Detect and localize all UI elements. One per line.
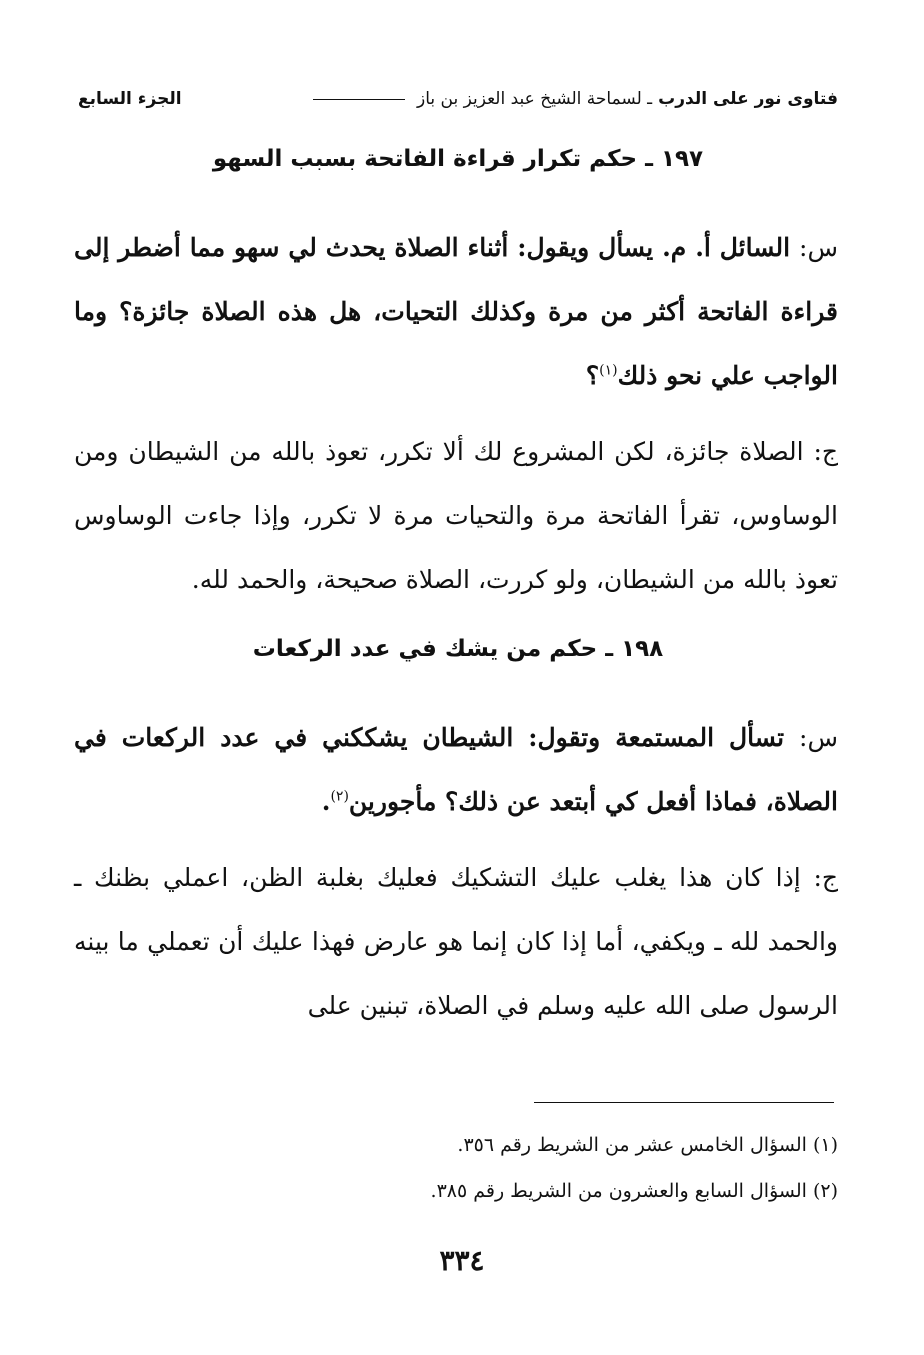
footnote-ref-2: (٢) xyxy=(330,788,349,805)
question-197 xyxy=(74,216,838,408)
answer-text: الصلاة جائزة، لكن المشروع لك ألا تكرر، تعوذ بالله من الشيطان ومن الوساوس، تقرأ الفاتحة مرة والتحيات مرة لا تكرر، وإذا جاءت الوساوس تعوذ بالله من الشيطان، ولو كررت، الصلاة صحيحة، والحمد لله. xyxy=(74,437,838,594)
header-rule xyxy=(313,99,405,100)
answer-197 xyxy=(74,420,838,612)
question-text: تسأل المستمعة وتقول: الشيطان يشككني في عدد الركعات في الصلاة، فماذا أفعل كي أبتعد عن ذلك؟ مأجورين xyxy=(74,723,838,816)
section-title-197: ١٩٧ ـ حكم تكرار قراءة الفاتحة بسبب السهو xyxy=(212,146,704,172)
answer-label: ج: xyxy=(813,437,838,466)
running-header-title xyxy=(307,89,838,109)
footnotes xyxy=(78,1122,838,1214)
part-label: الجزء السابع xyxy=(78,89,182,109)
question-text: السائل أ. م. يسأل ويقول: أثناء الصلاة يحدث لي سهو مما أضطر إلى قراءة الفاتحة أكثر من مرة وكذلك التحيات، هل هذه الصلاة جائزة؟ وما الواجب علي نحو ذلك xyxy=(74,233,839,390)
question-end: ؟ xyxy=(585,361,600,390)
question-end: . xyxy=(321,787,331,816)
answer-198 xyxy=(74,846,838,1038)
answer-text: إذا كان هذا يغلب عليك التشكيك فعليك بغلبة الظن، اعملي بظنك ـ والحمد لله ـ ويكفي، أما إذا كان إنما هو عارض فهذا عليك أن تعملي ما بينه الرسول صلى الله عليه وسلم في الصلاة، تبنين على xyxy=(74,863,838,1020)
question-198 xyxy=(74,706,838,834)
question-label: س: xyxy=(799,723,838,752)
author-name: ـ لسماحة الشيخ عبد العزيز بن باز xyxy=(417,89,653,109)
section-title-198: ١٩٨ ـ حكم من يشك في عدد الركعات xyxy=(252,636,664,662)
footnote-1: (١) السؤال الخامس عشر من الشريط رقم ٣٥٦. xyxy=(457,1134,838,1156)
page-number: ٣٣٤ xyxy=(439,1244,485,1277)
book-title: فتاوى نور على الدرب xyxy=(658,89,838,109)
footnote-2: (٢) السؤال السابع والعشرون من الشريط رقم ٣٨٥. xyxy=(430,1180,838,1202)
footnote-separator xyxy=(534,1102,834,1103)
answer-label: ج: xyxy=(813,863,838,892)
footnote-ref-1: (١) xyxy=(599,362,618,379)
running-header xyxy=(78,84,838,114)
question-label: س: xyxy=(799,233,838,262)
